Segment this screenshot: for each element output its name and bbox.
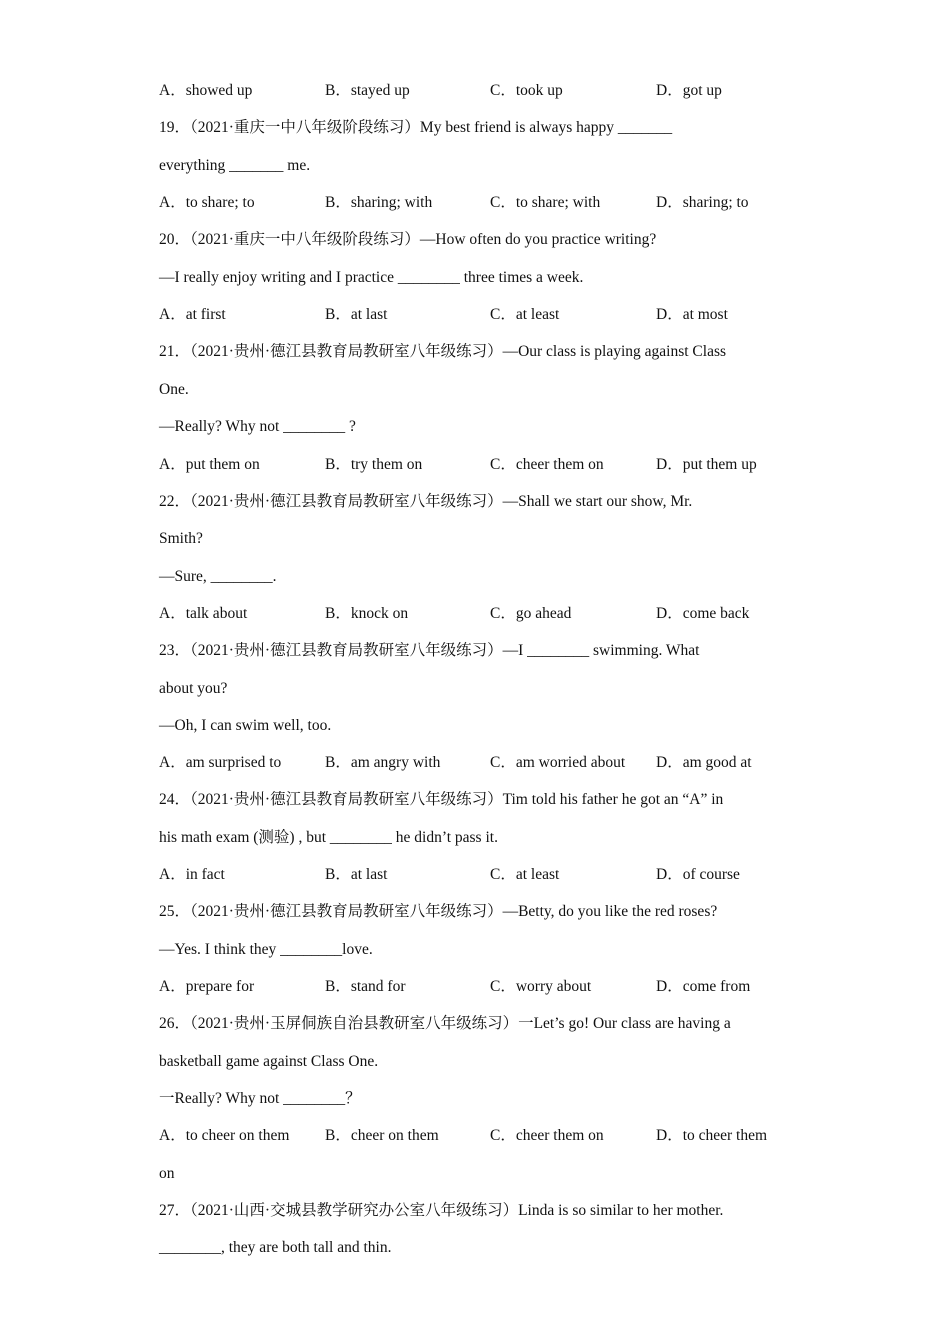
option-c: C．go ahead <box>490 605 572 622</box>
option-b: B．am angry with <box>325 754 441 771</box>
question-21-text-cont: One. <box>159 381 189 398</box>
option-c: C．worry about <box>490 978 592 995</box>
option-b: B．knock on <box>325 605 409 622</box>
option-a: A．am surprised to <box>159 754 282 771</box>
question-24-text-cont: his math exam (测验) , but ________ he didn’t pass it. <box>159 829 498 846</box>
option-c: C．cheer them on <box>490 456 604 473</box>
option-a: A．at first <box>159 306 226 323</box>
option-d: D．got up <box>656 82 722 99</box>
option-d: D．put them up <box>656 456 757 473</box>
option-d: D．come back <box>656 605 750 622</box>
question-19-text-cont: everything _______ me. <box>159 157 311 174</box>
question-22-text: 22．（2021·贵州·德江县教育局教研室八年级练习）—Shall we start our show, Mr. <box>159 493 693 510</box>
option-d: D．sharing; to <box>656 194 749 211</box>
option-c: C．at least <box>490 866 560 883</box>
option-c: C．cheer them on <box>490 1127 604 1144</box>
question-27-text: 27．（2021·山西·交城县教学研究办公室八年级练习）Linda is so similar to her mother. <box>159 1202 724 1219</box>
question-27-text-cont: ________, they are both tall and thin. <box>159 1239 392 1256</box>
question-26-text-cont: basketball game against Class One. <box>159 1053 379 1070</box>
option-a: A．showed up <box>159 82 253 99</box>
question-23-text-cont: about you? <box>159 680 228 697</box>
question-25-text: 25．（2021·贵州·德江县教育局教研室八年级练习）—Betty, do you like the red roses? <box>159 903 718 920</box>
option-b: B．at last <box>325 306 388 323</box>
option-d: D．at most <box>656 306 728 323</box>
option-a: A．prepare for <box>159 978 255 995</box>
option-c: C．to share; with <box>490 194 601 211</box>
question-21-reply: —Really? Why not ________ ? <box>159 418 356 435</box>
question-23-text: 23．（2021·贵州·德江县教育局教研室八年级练习）—I ________ swimming. What <box>159 642 700 659</box>
question-25-reply: —Yes. I think they ________love. <box>159 941 373 958</box>
question-20-text: 20．（2021·重庆一中八年级阶段练习）—How often do you practice writing? <box>159 231 657 248</box>
question-26-reply: 一Really? Why not ________？ <box>159 1090 361 1107</box>
option-a: A．to cheer on them <box>159 1127 290 1144</box>
option-b: B．at last <box>325 866 388 883</box>
option-b: B．stand for <box>325 978 406 995</box>
option-a: A．talk about <box>159 605 248 622</box>
option-c: C．at least <box>490 306 560 323</box>
question-19-text: 19．（2021·重庆一中八年级阶段练习）My best friend is always happy _______ <box>159 119 673 136</box>
option-b: B．stayed up <box>325 82 410 99</box>
question-26-text: 26．（2021·贵州·玉屏侗族自治县教研室八年级练习）一Let’s go! Our class are having a <box>159 1015 731 1032</box>
option-d: D．come from <box>656 978 751 995</box>
option-b: B．try them on <box>325 456 423 473</box>
question-21-text: 21．（2021·贵州·德江县教育局教研室八年级练习）—Our class is playing against Class <box>159 343 727 360</box>
option-d: D．am good at <box>656 754 752 771</box>
option-d-wrap: on <box>159 1165 175 1182</box>
option-b: B．sharing; with <box>325 194 433 211</box>
option-a: A．put them on <box>159 456 260 473</box>
option-b: B．cheer on them <box>325 1127 439 1144</box>
question-23-reply: —Oh, I can swim well, too. <box>159 717 332 734</box>
option-a: A．to share; to <box>159 194 255 211</box>
question-22-text-cont: Smith? <box>159 530 203 547</box>
question-24-text: 24．（2021·贵州·德江县教育局教研室八年级练习）Tim told his father he got an “A” in <box>159 791 724 808</box>
option-c: C．took up <box>490 82 563 99</box>
option-c: C．am worried about <box>490 754 626 771</box>
question-20-text-cont: —I really enjoy writing and I practice ________ three times a week. <box>159 269 584 286</box>
option-d: D．of course <box>656 866 740 883</box>
option-d: D．to cheer them <box>656 1127 768 1144</box>
question-22-reply: —Sure, ________. <box>159 568 277 585</box>
option-a: A．in fact <box>159 866 225 883</box>
